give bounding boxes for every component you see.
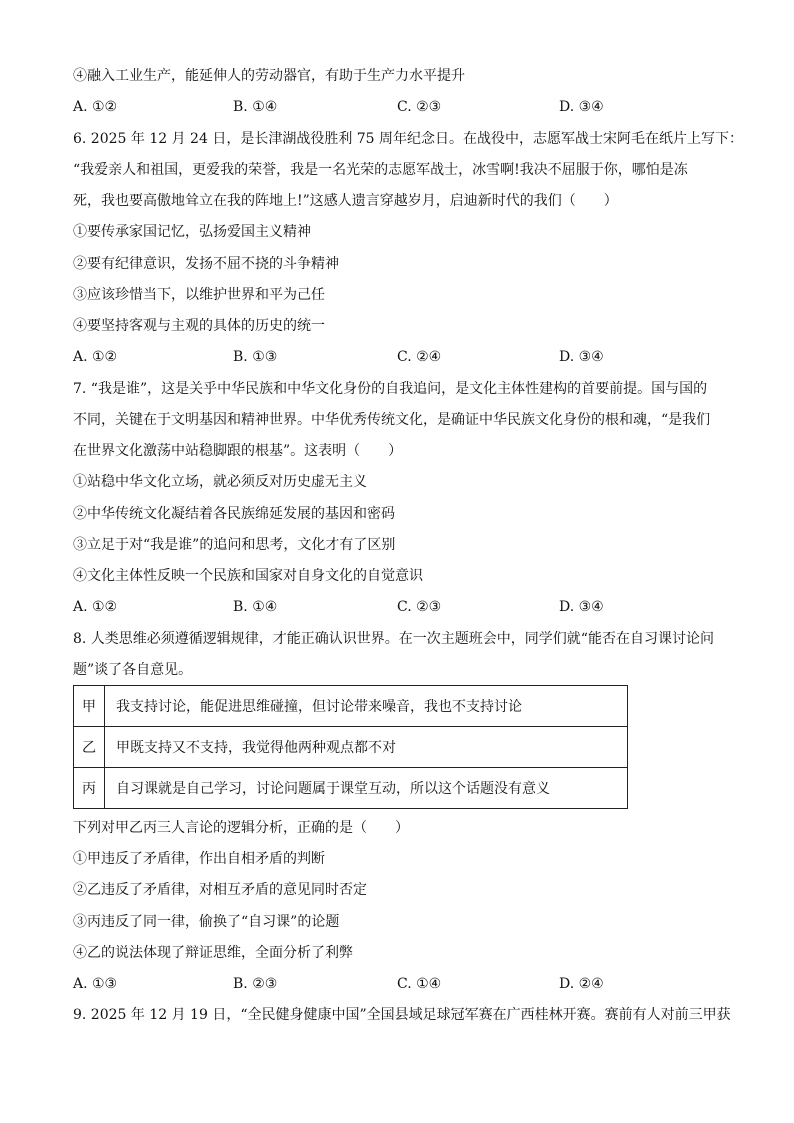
q5-option-d: D. ③④ xyxy=(559,99,604,115)
q6-option-b: B. ①③ xyxy=(233,349,278,365)
q5-option-c: C. ②③ xyxy=(397,99,442,115)
q8-option-d: D. ②④ xyxy=(559,976,604,992)
q6-option-a: A. ①② xyxy=(73,349,118,365)
q8-options xyxy=(73,975,733,993)
q7-option-d: D. ③④ xyxy=(559,599,604,615)
q8-item-1: ①甲违反了矛盾律，作出自相矛盾的判断 xyxy=(73,851,325,867)
opinion-cell: 自习课就是自己学习，讨论问题属于课堂互动，所以这个话题没有意义 xyxy=(105,768,628,809)
q8-item-3: ③丙违反了同一律，偷换了“自习课”的论题 xyxy=(73,914,340,930)
q7-stem-line-1: 7. “我是谁”，这是关乎中华民族和中华文化身份的自我追问，是文化主体性建构的首要前提。国与国的 xyxy=(73,381,708,397)
q8-item-4: ④乙的说法体现了辩证思维，全面分析了利弊 xyxy=(73,945,353,961)
speaker-cell: 甲 xyxy=(74,686,105,727)
q8-option-b: B. ②③ xyxy=(233,976,278,992)
opinions-table xyxy=(73,685,628,809)
opinion-cell: 我支持讨论，能促进思维碰撞，但讨论带来噪音，我也不支持讨论 xyxy=(105,686,628,727)
q7-options xyxy=(73,598,733,616)
table-row xyxy=(74,768,628,809)
q5-options xyxy=(73,98,733,116)
q8-item-2: ②乙违反了矛盾律，对相互矛盾的意见同时否定 xyxy=(73,882,367,898)
q6-item-3: ③应该珍惜当下，以维护世界和平为己任 xyxy=(73,287,325,303)
q8-option-c: C. ①④ xyxy=(397,976,442,992)
q8-stem-line-1: 8. 人类思维必须遵循逻辑规律，才能正确认识世界。在一次主题班会中，同学们就“能否在自习课讨论问 xyxy=(73,631,714,647)
q8-stem-line-2: 题”谈了各自意见。 xyxy=(73,662,193,678)
q6-option-c: C. ②④ xyxy=(397,349,442,365)
q7-option-c: C. ②③ xyxy=(397,599,442,615)
q8-question: 下列对甲乙丙三人言论的逻辑分析，正确的是（ ） xyxy=(73,820,409,836)
q5-option-b: B. ①④ xyxy=(233,99,278,115)
speaker-cell: 丙 xyxy=(74,768,105,809)
q6-item-1: ①要传承家国记忆，弘扬爱国主义精神 xyxy=(73,224,311,240)
q6-options xyxy=(73,348,733,366)
q7-item-3: ③立足于对“我是谁”的追问和思考，文化才有了区别 xyxy=(73,537,396,553)
q7-stem-line-2: 不同，关键在于文明基因和精神世界。中华优秀传统文化，是确证中华民族文化身份的根和魂，“是我们 xyxy=(73,412,711,428)
table-row xyxy=(74,686,628,727)
q5-option-a: A. ①② xyxy=(73,99,118,115)
q7-item-2: ②中华传统文化凝结着各民族绵延发展的基因和密码 xyxy=(73,506,395,522)
q9-stem-line-1: 9. 2025 年 12 月 19 日，“全民健身健康中国”全国县域足球冠军赛在广西桂林开赛。赛前有人对前三甲获 xyxy=(73,1007,731,1023)
q6-item-4: ④要坚持客观与主观的具体的历史的统一 xyxy=(73,318,325,334)
q6-stem-line-1: 6. 2025 年 12 月 24 日，是长津湖战役胜利 75 周年纪念日。在战役中，志愿军战士宋阿毛在纸片上写下： xyxy=(73,131,744,147)
q7-item-1: ①站稳中华文化立场，就必须反对历史虚无主义 xyxy=(73,474,367,490)
q6-option-d: D. ③④ xyxy=(559,349,604,365)
q8-option-a: A. ①③ xyxy=(73,976,118,992)
q5-item-4: ④融入工业生产，能延伸人的劳动器官，有助于生产力水平提升 xyxy=(73,68,465,84)
table-row xyxy=(74,727,628,768)
q7-option-a: A. ①② xyxy=(73,599,118,615)
opinion-cell: 甲既支持又不支持，我觉得他两种观点都不对 xyxy=(105,727,628,768)
q7-item-4: ④文化主体性反映一个民族和国家对自身文化的自觉意识 xyxy=(73,568,423,584)
q7-stem-line-3: 在世界文化激荡中站稳脚跟的根基”。这表明（ ） xyxy=(73,443,403,459)
q6-stem-line-2: “我爱亲人和祖国，更爱我的荣誉，我是一名光荣的志愿军战士，冰雪啊!我决不屈服于你，哪怕是冻 xyxy=(73,162,688,178)
q6-stem-line-3: 死，我也要高傲地耸立在我的阵地上!”这感人遗言穿越岁月，启迪新时代的我们（ ） xyxy=(73,193,618,209)
q6-item-2: ②要有纪律意识，发扬不屈不挠的斗争精神 xyxy=(73,256,339,272)
speaker-cell: 乙 xyxy=(74,727,105,768)
q7-option-b: B. ①④ xyxy=(233,599,278,615)
